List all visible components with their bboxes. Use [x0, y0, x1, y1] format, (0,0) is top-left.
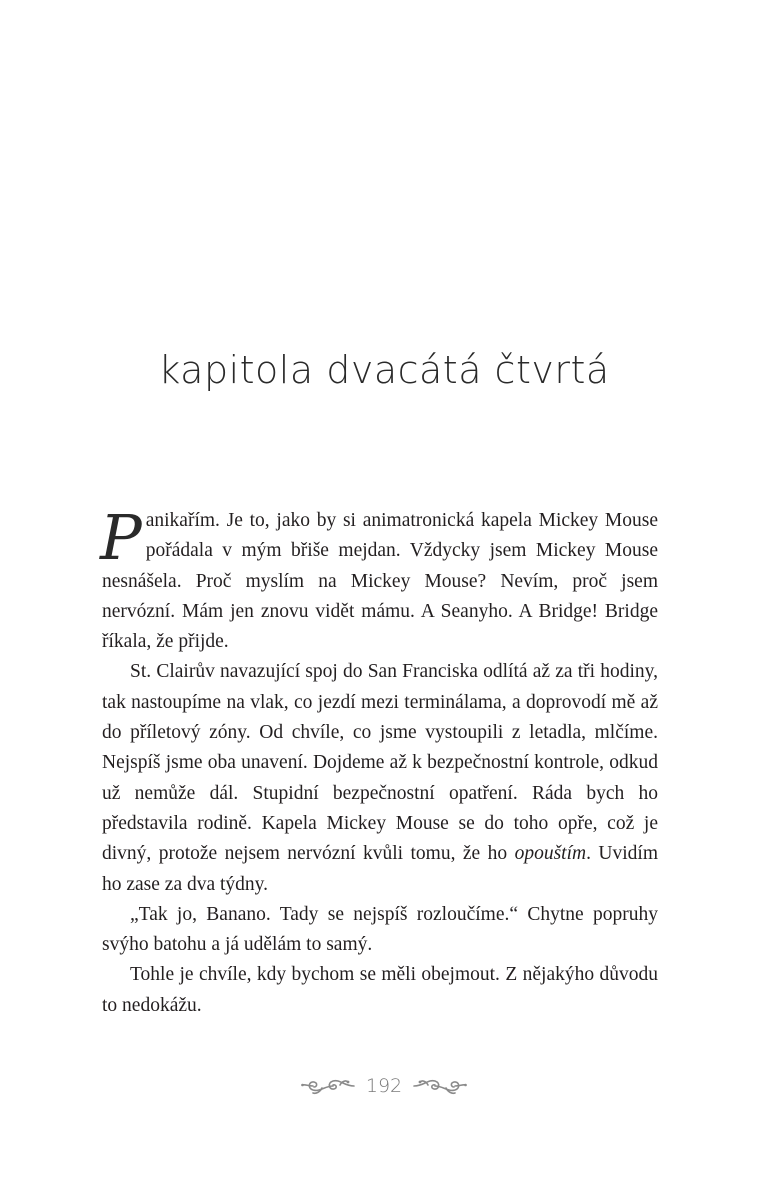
chapter-body: [100, 501, 658, 1021]
paragraph-3: „Tak jo, Banano. Tady se nejspíš rozloučíme.“ Chytne popruhy svýho batohu a já udělám to samý.: [102, 903, 658, 956]
drop-cap: P: [100, 501, 142, 574]
folio: [0, 1075, 768, 1097]
paragraph-2-tail: . Uvidím ho zase za dva týdny.: [102, 843, 658, 895]
page-number: 192: [365, 1075, 403, 1097]
paragraph-4: Tohle je chvíle, kdy bychom se měli obejmout. Z nějakýho důvodu to nedokážu.: [102, 964, 658, 1016]
paragraph-2: [102, 657, 658, 899]
flourish-left-icon: [300, 1075, 356, 1097]
paragraph-1-text: anikařím. Je to, jako by si animatronická kapela Mickey Mouse pořádala v mým břiše mejdan. Vždycky jsem Mickey Mouse nesnášela. Proč myslím na Mickey Mouse? Nevím, proč jsem nervózní. Mám jen znovu vidět mámu. A Seanyho. A Bridge! Bridge říkala, že přijde.: [102, 510, 658, 653]
chapter-title: kapitola dvacátá čtvrtá: [158, 348, 610, 392]
paragraph-2-text: St. Clairův navazující spoj do San Franciska odlítá až za tři hodiny, tak nastoupíme na vlak, co jezdí mezi terminálama, a doprovodí mě až do příletový zóny. Od chvíle, co jsme vystoupili z letadla, mlčíme. Nejspíš jsme oba unavení. Dojdeme až k bezpečnostní kontrole, odkud už nemůže dál. Stupidní bezpečnostní opatření. Ráda bych ho představila rodině. Kapela Mickey Mouse se do toho opře, což je divný, protože nejsem nervózní kvůli tomu, že ho: [102, 661, 658, 865]
flourish-right-icon: [412, 1075, 468, 1097]
paragraph-2-emphasis: opouštím: [514, 843, 587, 865]
paragraph-1: [100, 501, 658, 657]
